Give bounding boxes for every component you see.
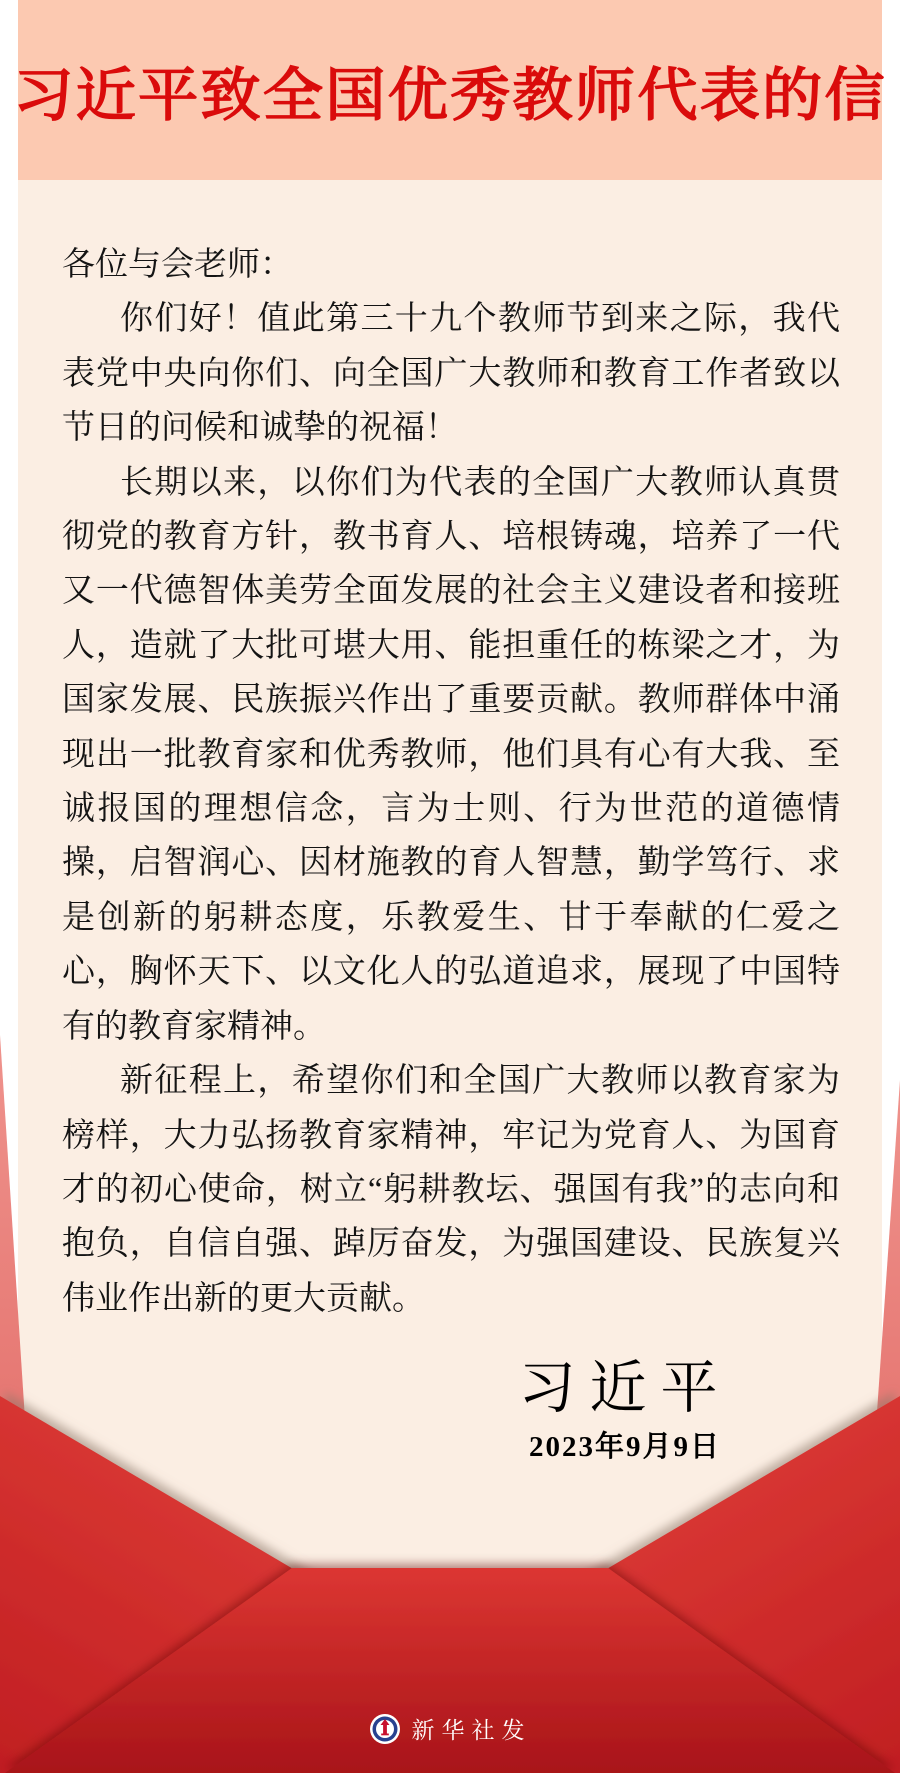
credit-text: 新华社发 — [411, 1718, 532, 1743]
page-title: 习近平致全国优秀教师代表的信 — [13, 63, 887, 128]
signature-date: 2023年9月9日 — [528, 1431, 721, 1463]
letter-paragraph: 你们好！值此第三十九个教师节到来之际，我代表党中央向你们、向全国广大教师和教育工作者致以节日的问候和诚挚的祝福！ — [62, 301, 840, 447]
signature: 习近平 — [518, 1357, 732, 1420]
letter-salutation: 各位与会老师： — [62, 247, 293, 283]
title-banner — [13, 0, 887, 180]
letter-paragraph: 长期以来，以你们为代表的全国广大教师认真贯彻党的教育方针，教书育人、培根铸魂，培养了一代又一代德智体美劳全面发展的社会主义建设者和接班人，造就了大批可堪大用、能担重任的栋梁之才，为国家发展、民族振兴作出了重要贡献。教师群体中涌现出一批教育家和优秀教师，他们具有心有大我、至诚报国的理想信念，言为士则、行为世范的道德情操，启智润心、因材施教的育人智慧，勤学笃行、求是创新的躬耕态度，乐教爱生、甘于奉献的仁爱之心，胸怀天下、以文化人的弘道追求，展现了中国特有的教育家精神。 — [62, 464, 840, 1045]
credit-footer — [0, 1712, 900, 1745]
letter-paragraph: 新征程上，希望你们和全国广大教师以教育家为榜样，大力弘扬教育家精神，牢记为党育人、为国育才的初心使命，树立“躬耕教坛、强国有我”的志向和抱负，自信自强、踔厉奋发，为强国建设、民族复兴伟业作出新的更大贡献。 — [62, 1063, 840, 1317]
envelope-graphic — [0, 993, 900, 1773]
xinhua-logo-icon — [369, 1713, 401, 1745]
